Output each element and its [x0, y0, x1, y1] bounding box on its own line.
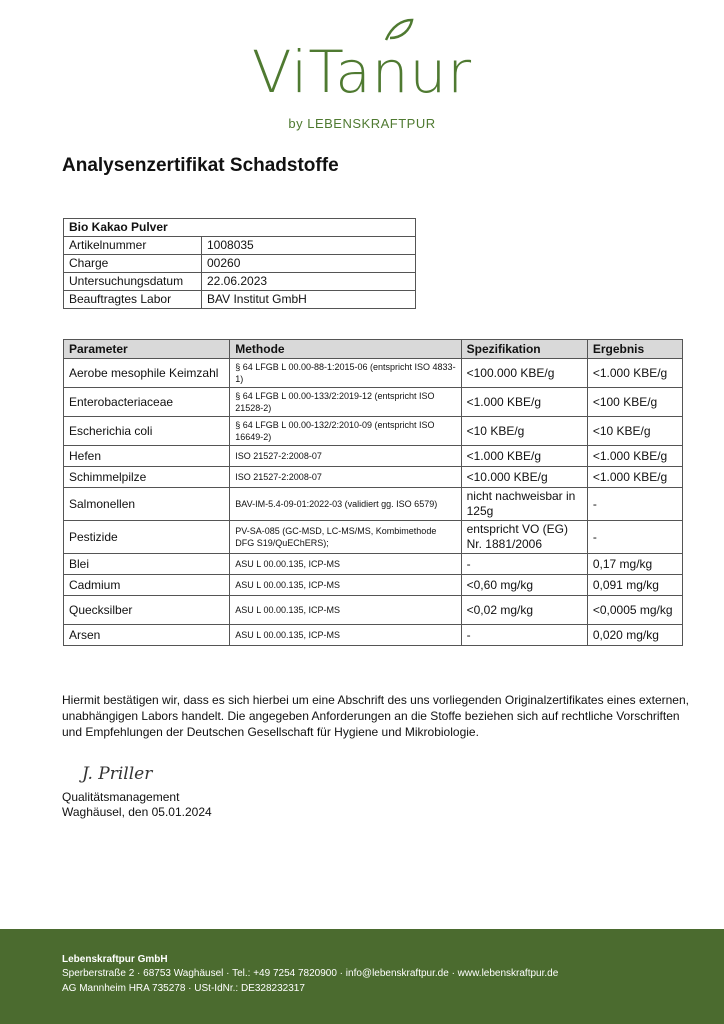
table-row: [64, 359, 683, 388]
brand-logo: [0, 18, 724, 138]
table-row: [64, 388, 683, 417]
place-date: Waghäusel, den 05.01.2024: [62, 805, 212, 819]
parameter-cell: Pestizide: [64, 521, 230, 554]
product-row: [64, 237, 416, 255]
result-cell: -: [587, 521, 682, 554]
method-cell: § 64 LFGB L 00.00-88-1:2015-06 (entspricht ISO 4833-1): [230, 359, 461, 388]
result-cell: 0,020 mg/kg: [587, 625, 682, 646]
product-row-value: 22.06.2023: [202, 273, 416, 291]
table-row: [64, 521, 683, 554]
table-row: [64, 554, 683, 575]
method-cell: PV-SA-085 (GC-MSD, LC-MS/MS, Kombimethode DFG S19/QuEChERS);: [230, 521, 461, 554]
method-cell: ASU L 00.00.135, ICP-MS: [230, 596, 461, 625]
method-cell: BAV-IM-5.4-09-01:2022-03 (validiert gg. ISO 6579): [230, 488, 461, 521]
parameter-cell: Aerobe mesophile Keimzahl: [64, 359, 230, 388]
signature: J. Priller: [82, 764, 153, 784]
product-row: [64, 255, 416, 273]
product-row-label: Charge: [64, 255, 202, 273]
header-parameter: Parameter: [64, 340, 230, 359]
method-cell: ASU L 00.00.135, ICP-MS: [230, 625, 461, 646]
table-row: [64, 625, 683, 646]
product-name-row: [64, 219, 416, 237]
spec-cell: <1.000 KBE/g: [461, 388, 587, 417]
page-title: Analysenzertifikat Schadstoffe: [62, 155, 339, 176]
table-row: [64, 575, 683, 596]
product-row-label: Beauftragtes Labor: [64, 291, 202, 309]
result-cell: 0,17 mg/kg: [587, 554, 682, 575]
result-cell: <1.000 KBE/g: [587, 446, 682, 467]
footer-company: Lebenskraftpur GmbH: [62, 954, 168, 965]
product-info-table: [63, 218, 416, 309]
method-cell: § 64 LFGB L 00.00-132/2:2010-09 (entspricht ISO 16649-2): [230, 417, 461, 446]
footer: [0, 929, 724, 1024]
spec-cell: <10.000 KBE/g: [461, 467, 587, 488]
parameter-cell: Quecksilber: [64, 596, 230, 625]
result-cell: -: [587, 488, 682, 521]
parameter-cell: Enterobacteriaceae: [64, 388, 230, 417]
spec-cell: <10 KBE/g: [461, 417, 587, 446]
header-specification: Spezifikation: [461, 340, 587, 359]
parameter-cell: Salmonellen: [64, 488, 230, 521]
parameter-cell: Hefen: [64, 446, 230, 467]
spec-cell: -: [461, 554, 587, 575]
product-row-value: 00260: [202, 255, 416, 273]
parameter-cell: Escherichia coli: [64, 417, 230, 446]
spec-cell: <1.000 KBE/g: [461, 446, 587, 467]
result-cell: <1.000 KBE/g: [587, 359, 682, 388]
product-name: Bio Kakao Pulver: [64, 219, 416, 237]
result-cell: <100 KBE/g: [587, 388, 682, 417]
spec-cell: entspricht VO (EG) Nr. 1881/2006: [461, 521, 587, 554]
header-result: Ergebnis: [587, 340, 682, 359]
product-row: [64, 273, 416, 291]
spec-cell: <0,02 mg/kg: [461, 596, 587, 625]
certification-statement: Hiermit bestätigen wir, dass es sich hierbei um eine Abschrift des uns vorliegenden Originalzertifikates eines externen, unabhängigen Labors handelt. Die angegeben Anforderungen an die Stoffe beziehen sich auf rechtliche Vorschriften und Empfehlungen der Deutschen Gesellschaft für Hygiene und Mikrobiologie.: [62, 693, 689, 739]
header-method: Methode: [230, 340, 461, 359]
parameter-cell: Blei: [64, 554, 230, 575]
result-cell: <10 KBE/g: [587, 417, 682, 446]
product-row-label: Untersuchungsdatum: [64, 273, 202, 291]
product-row-value: 1008035: [202, 237, 416, 255]
method-cell: § 64 LFGB L 00.00-133/2:2019-12 (entspricht ISO 21528-2): [230, 388, 461, 417]
product-row-value: BAV Institut GmbH: [202, 291, 416, 309]
logo-wordmark: ViTanur: [251, 38, 473, 106]
signature-block: [62, 790, 212, 820]
department-label: Qualitätsmanagement: [62, 790, 180, 804]
product-row: [64, 291, 416, 309]
results-header-row: [64, 340, 683, 359]
footer-address: Sperberstraße 2 · 68753 Waghäusel · Tel.: +49 7254 7820900 · info@lebenskraftpur.de · www.lebenskraftpur.de: [62, 968, 559, 979]
analysis-results-table: [63, 339, 683, 646]
result-cell: <1.000 KBE/g: [587, 467, 682, 488]
footer-register: AG Mannheim HRA 735278 · USt-IdNr.: DE328232317: [62, 983, 305, 994]
table-row: [64, 417, 683, 446]
product-row-label: Artikelnummer: [64, 237, 202, 255]
spec-cell: <100.000 KBE/g: [461, 359, 587, 388]
method-cell: ISO 21527-2:2008-07: [230, 467, 461, 488]
parameter-cell: Cadmium: [64, 575, 230, 596]
parameter-cell: Arsen: [64, 625, 230, 646]
table-row: [64, 467, 683, 488]
table-row: [64, 446, 683, 467]
table-row: [64, 488, 683, 521]
method-cell: ISO 21527-2:2008-07: [230, 446, 461, 467]
method-cell: ASU L 00.00.135, ICP-MS: [230, 554, 461, 575]
spec-cell: -: [461, 625, 587, 646]
logo-byline: by LEBENSKRAFTPUR: [288, 116, 436, 131]
result-cell: <0,0005 mg/kg: [587, 596, 682, 625]
method-cell: ASU L 00.00.135, ICP-MS: [230, 575, 461, 596]
result-cell: 0,091 mg/kg: [587, 575, 682, 596]
spec-cell: nicht nachweisbar in 125g: [461, 488, 587, 521]
table-row: [64, 596, 683, 625]
spec-cell: <0,60 mg/kg: [461, 575, 587, 596]
parameter-cell: Schimmelpilze: [64, 467, 230, 488]
